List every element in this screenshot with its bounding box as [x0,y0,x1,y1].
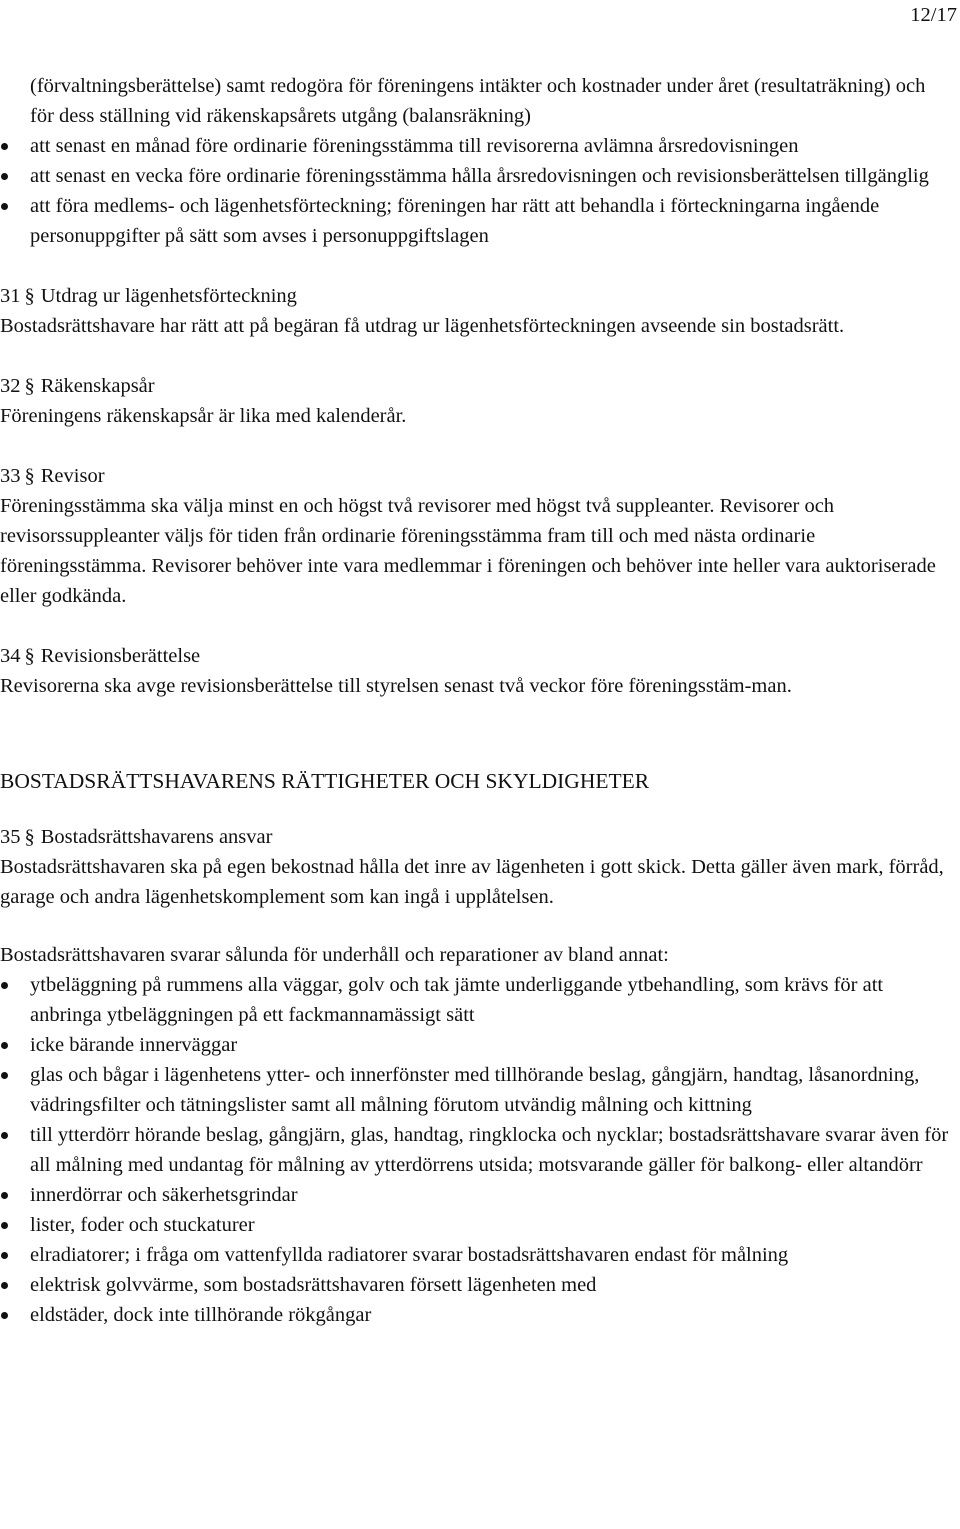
section-heading-33: 33 § Revisor [0,465,105,487]
section-body-32: Föreningens räkenskapsår är lika med kalenderår. [0,405,407,427]
section-body-33: Föreningsstämma ska välja minst en och högst två revisorer med högst två suppleanter. Revisorer och revisorssuppleanter väljs för tiden från ordinarie föreningsstämma fram till och med nästa ordinarie föreningsstämma. Revisorer behöver inte vara medlemmar i föreningen och behöver inte heller vara auktoriserade eller godkända. [0,495,936,607]
section-body-31: Bostadsrättshavare har rätt att på begäran få utdrag ur lägenhetsförteckningen avseende sin bostadsrätt. [0,315,845,337]
bullet-icon [1,982,8,989]
section-symbol: § [24,645,35,667]
section-symbol: § [24,285,35,307]
list-item: lister, foder och stuckaturer [0,1210,960,1240]
list-item: elradiatorer; i fråga om vattenfyllda radiatorer svarar bostadsrättshavaren endast för målning [0,1240,960,1270]
list-item: ytbeläggning på rummens alla väggar, golv och tak jämte underliggande ytbehandling, som krävs för att anbringa ytbeläggningen på ett fackmannamässigt sätt [0,970,960,1030]
list-item: att senast en vecka före ordinarie föreningsstämma hålla årsredovisningen och revisionsberättelsen tillgänglig [0,161,960,191]
section-heading-32: 32 § Räkenskapsår [0,375,155,397]
bullet-icon [1,173,8,180]
document-body [0,71,960,1330]
bullet-icon [1,1132,8,1139]
section-heading-31: 31 § Utdrag ur lägenhetsförteckning [0,285,297,307]
list-item: icke bärande innerväggar [0,1030,960,1060]
section-body-35: Bostadsrättshavaren ska på egen bekostnad hålla det inre av lägenheten i gott skick. Detta gäller även mark, förråd, garage och andra lägenhetskomplement som kan ingå i upplåtelsen. [0,856,944,908]
bullet-icon [1,1192,8,1199]
bullet-icon [1,203,8,210]
bullet-icon [1,1282,8,1289]
bullet-icon [1,1042,8,1049]
section-heading-35: 35 § Bostadsrättshavarens ansvar [0,826,273,848]
bullet-icon [1,1252,8,1259]
page-number: 12/17 [910,4,957,26]
bullet-icon [1,143,8,150]
list-item: elektrisk golvvärme, som bostadsrättshavaren försett lägenheten med [0,1270,960,1300]
section-symbol: § [24,826,35,848]
list-item: innerdörrar och säkerhetsgrindar [0,1180,960,1210]
intro-bullet-list [0,131,960,251]
bullet-icon [1,1312,8,1319]
bullet-icon [1,1072,8,1079]
section-35-lead: Bostadsrättshavaren svarar sålunda för underhåll och reparationer av bland annat: [0,944,669,966]
bullet-icon [1,1222,8,1229]
section-heading-34: 34 § Revisionsberättelse [0,645,201,667]
section-symbol: § [24,375,35,397]
chapter-heading: BOSTADSRÄTTSHAVARENS RÄTTIGHETER OCH SKYLDIGHETER [0,769,650,793]
list-item: eldstäder, dock inte tillhörande rökgångar [0,1300,960,1330]
list-item: att föra medlems- och lägenhetsförteckning; föreningen har rätt att behandla i förteckningarna ingående personuppgifter på sätt som avses i personuppgiftslagen [0,191,960,251]
list-item: till ytterdörr hörande beslag, gångjärn, glas, handtag, ringklocka och nycklar; bostadsrättshavare svarar även för all målning med undantag för målning av ytterdörrens utsida; motsvarande gäller för balkong- eller altandörr [0,1120,960,1180]
section-body-34: Revisorerna ska avge revisionsberättelse till styrelsen senast två veckor före föreningsstäm-man. [0,675,792,697]
responsibility-list [0,970,960,1330]
intro-continuation: (förvaltningsberättelse) samt redogöra för föreningens intäkter och kostnader under året (resultaträkning) och för dess ställning vid räkenskapsårets utgång (balansräkning) [30,75,926,127]
list-item: glas och bågar i lägenhetens ytter- och innerfönster med tillhörande beslag, gångjärn, handtag, låsanordning, vädringsfilter och tätningslister samt all målning förutom utvändig målning och kittning [0,1060,960,1120]
section-symbol: § [24,465,35,487]
list-item: att senast en månad före ordinarie föreningsstämma till revisorerna avlämna årsredovisningen [0,131,960,161]
